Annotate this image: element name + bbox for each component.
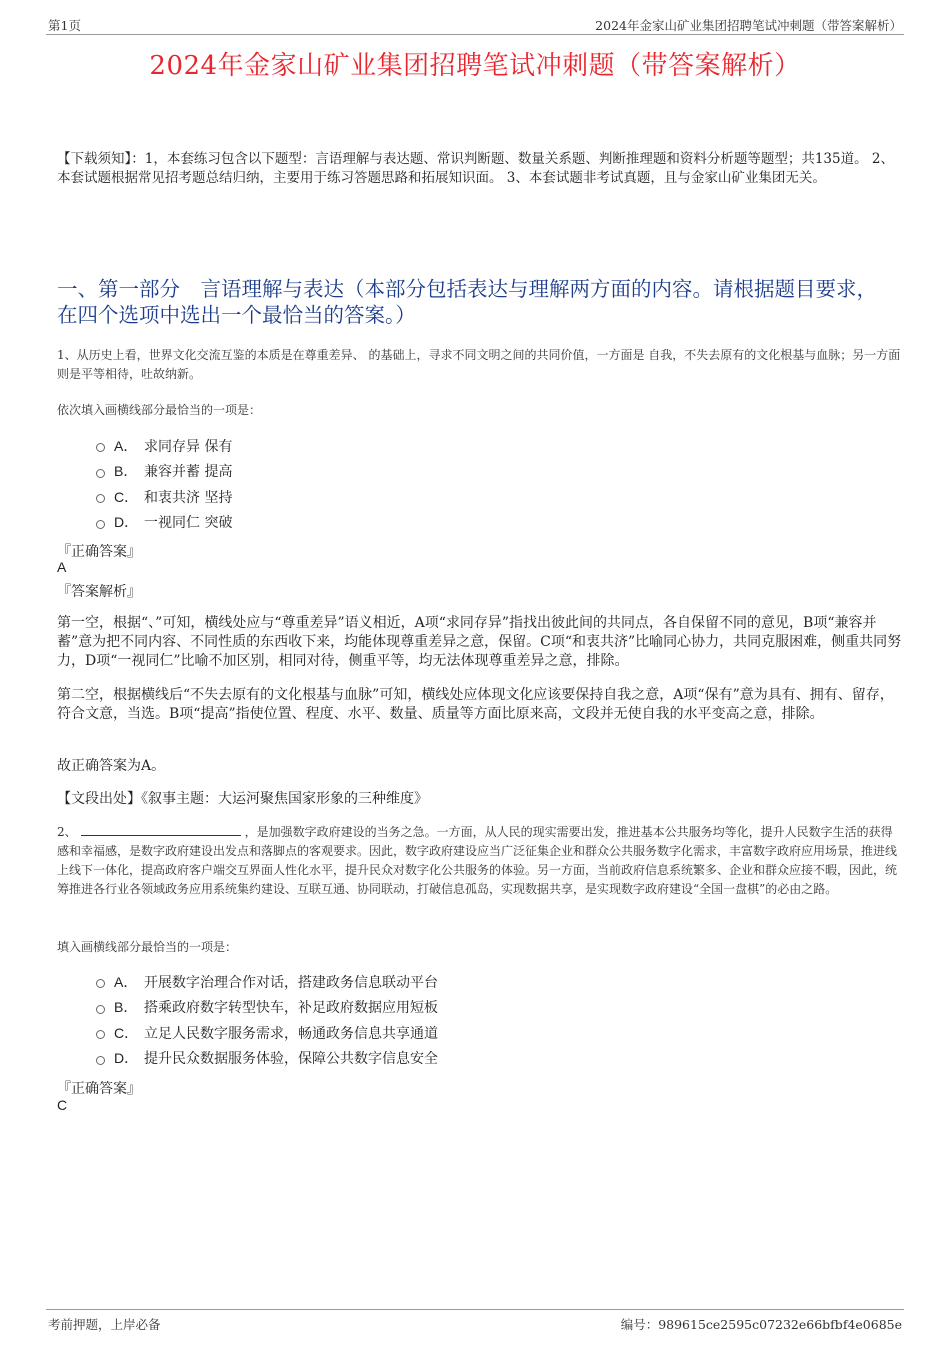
question-1-analysis-para-2: 第二空，根据横线后“不失去原有的文化根基与血脉”可知，横线处应体现文化应该要保持自我之意，A项“保有”意为具有、拥有、留存，符合文意，当选。B项“提高”指使位置、程度、水平、数量、质量等方面比原来高，文段并无使自我的水平变高之意，排除。 [57,687,894,722]
question-1-answer-label: 『正确答案』 [57,544,141,560]
radio-icon[interactable] [96,1056,105,1065]
question-2-option-c[interactable] [96,1020,438,1046]
question-1-options [96,433,232,535]
page-header [46,14,904,35]
page-number: 第1页 [48,18,81,33]
option-letter: B． [114,463,138,480]
footer-serial-number: 编号：989615ce2595c07232e66bfbf4e0685e [620,1317,902,1332]
question-2-option-b[interactable] [96,995,438,1021]
option-text: 和衷共济 坚持 [144,489,233,506]
option-letter: D． [114,1050,139,1067]
option-letter: C． [114,1024,139,1041]
question-2-answer-label: 『正确答案』 [57,1081,141,1097]
question-1-stem: 1、从历史上看，世界文化交流互鉴的本质是在尊重差异、 的基础上，寻求不同文明之间的共同价值，一方面是 自我，不失去原有的文化根基与血脉；另一方面则是平等相待，吐故纳新。 [57,348,901,381]
option-text: 立足人民数字服务需求，畅通政务信息共享通道 [144,1025,438,1042]
option-text: 兼容并蓄 提高 [144,464,233,481]
page-footer [46,1309,904,1334]
radio-icon[interactable] [96,443,105,452]
footer-slogan: 考前押题，上岸必备 [48,1317,161,1332]
question-2-prompt: 填入画横线部分最恰当的一项是： [57,940,238,954]
question-2-option-a[interactable] [96,969,438,995]
question-1-option-c[interactable] [96,484,232,510]
question-2-stem-text: ，是加强数字政府建设的当务之急。一方面，从人民的现实需要出发，推进基本公共服务均等化，提升人民数字生活的获得感和幸福感，是数字政府建设出发点和落脚点的客观要求。因此，数字政府建设应当广泛征集企业和群众公共服务数字化需求，丰富数字政府应用场景，推进线上线下一体化，提高政府客户端交互界面人性化水平，提升民众对数字化公共服务的体验。另一方面，当前政府信息系统繁多、企业和群众应接不暇，因此，统筹推进各行业各领域政务应用系统集约建设、互联互通、协同联动，打破信息孤岛，实现数据共享，是实现数字政府建设“全国一盘棋”的必由之路。 [57,825,898,896]
option-text: 提升民众数据服务体验，保障公共数字信息安全 [144,1051,438,1068]
question-2-answer: C [57,1097,68,1113]
fill-in-blank [81,823,241,836]
question-2-stem [57,823,902,899]
question-2-options [96,969,438,1071]
question-1-option-b[interactable] [96,459,232,485]
option-letter: D． [114,514,139,531]
radio-icon[interactable] [96,494,105,503]
option-letter: B． [114,999,138,1016]
option-letter: C． [114,488,139,505]
question-1-source: 【文段出处】《叙事主题：大运河聚焦国家形象的三种维度》 [57,791,428,807]
question-2-option-d[interactable] [96,1046,438,1072]
download-notice: 【下载须知】：1，本套练习包含以下题型：言语理解与表达题、常识判断题、数量关系题、判断推理题和资料分析题等题型；共135道。 2、本套试题根据常见招考题总结归纳，主要用于练习答题思路和拓展知识面。 3、本套试题非考试真题，且与金家山矿业集团无关。 [57,151,894,186]
question-1-analysis-para-1: 第一空，根据“、”可知，横线处应与“尊重差异”语义相近，A项“求同存异”指找出彼此间的共同点，各自保留不同的意见，B项“兼容并蓄”意为把不同内容、不同性质的东西收下来，均能体现尊重差异之意，保留。C项“和衷共济”比喻同心协力，共同克服困难，侧重共同努力，D项“一视同仁”比喻不加区别，相同对待，侧重平等，均无法体现尊重差异之意，排除。 [57,615,902,669]
option-letter: A． [114,437,138,454]
option-text: 求同存异 保有 [144,438,233,455]
option-text: 开展数字治理合作对话，搭建政务信息联动平台 [144,974,438,991]
question-1-answer: A [57,559,67,575]
option-letter: A． [114,973,138,990]
radio-icon[interactable] [96,979,105,988]
question-1-analysis-label: 『答案解析』 [57,584,141,600]
header-doc-name: 2024年金家山矿业集团招聘笔试冲刺题（带答案解析） [595,18,902,33]
question-1-prompt: 依次填入画横线部分最恰当的一项是： [57,403,262,417]
section-title: 一、第一部分 言语理解与表达（本部分包括表达与理解两方面的内容。请根据题目要求，在四个选项中选出一个最恰当的答案。） [57,277,877,327]
question-1-conclusion: 故正确答案为A。 [57,758,166,774]
question-2-number: 2、 [57,825,77,839]
question-1-option-d[interactable] [96,510,232,536]
option-text: 搭乘政府数字转型快车，补足政府数据应用短板 [144,1000,438,1017]
radio-icon[interactable] [96,1005,105,1014]
question-1-option-a[interactable] [96,433,232,459]
radio-icon[interactable] [96,520,105,529]
radio-icon[interactable] [96,469,105,478]
document-title: 2024年金家山矿业集团招聘笔试冲刺题（带答案解析） [149,51,801,81]
option-text: 一视同仁 突破 [144,515,233,532]
radio-icon[interactable] [96,1030,105,1039]
